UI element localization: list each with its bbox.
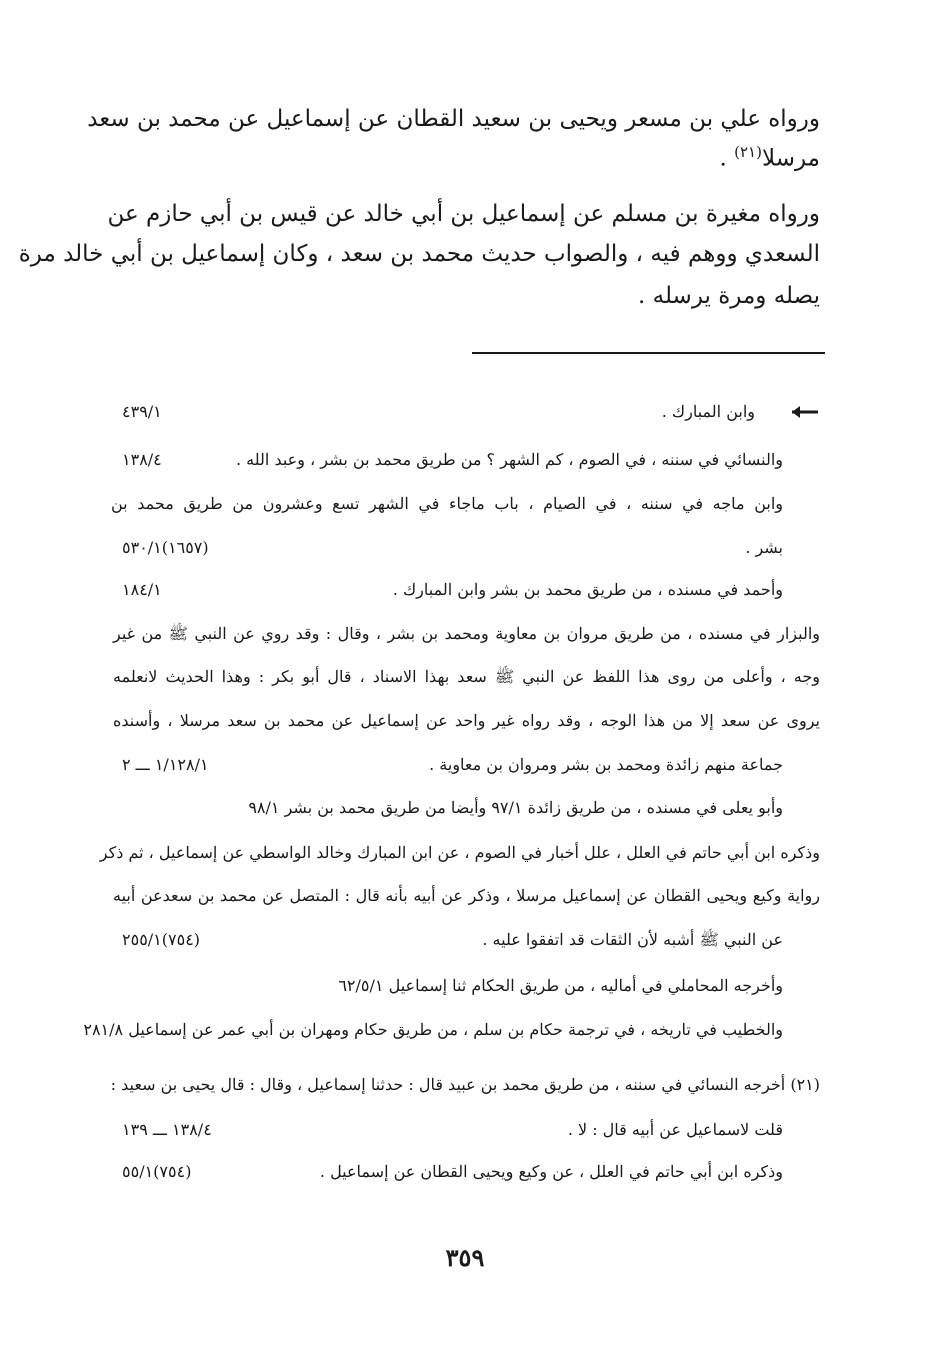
footnote-line: وذكره ابن أبي حاتم في العلل ، علل أخبار في الصوم ، عن ابن المبارك وخالد الواسطي عن إسماعيل ، ثم ذكر <box>99 843 820 862</box>
footnote-line: (٢١) أخرجه النسائي في سننه ، من طريق محمد بن عبيد قال : حدثنا إسماعيل ، وقال : قال يحيى بن سعيد : <box>110 1075 820 1094</box>
main-text-line: يصله ومرة يرسله . <box>637 283 820 309</box>
main-text-line: ورواه علي بن مسعر ويحيى بن سعيد القطان عن إسماعيل عن محمد بن سعد <box>87 106 820 132</box>
page-number: ٣٥٩ <box>445 1243 485 1272</box>
footnote-reference: ١/١٢٨/١ ـــ ٢ <box>122 755 209 774</box>
footnote-line: وابن المبارك . <box>661 402 755 421</box>
footnote-line: والخطيب في تاريخه ، في ترجمة حكام بن سلم ، من طريق حكام ومهران بن أبي عمر عن إسماعيل ٢٨١/٨ <box>83 1020 783 1039</box>
main-text-line <box>113 145 820 171</box>
footnote-reference: (٧٥٤)٢٥٥/١ <box>122 930 201 949</box>
main-text-line: ورواه مغيرة بن مسلم عن إسماعيل بن أبي خالد عن قيس بن أبي حازم عن <box>107 201 820 227</box>
footnote-reference: (١٦٥٧)٥٣٠/١ <box>122 538 209 557</box>
footnote-line: وجه ، وأعلى من روى هذا اللفظ عن النبي ﷺ سعد بهذا الاسناد ، قال أبو بكر : وهذا الحديث لانعلمه <box>113 667 820 686</box>
footnote-reference: (٧٥٤)٥٥/١ <box>122 1162 192 1181</box>
footnote-line: قلت لاسماعيل عن أبيه قال : لا . <box>567 1120 783 1139</box>
footnote-reference: ١٣٨/٤ ـــ ١٣٩ <box>122 1120 212 1139</box>
footnote-line: وذكره ابن أبي حاتم في العلل ، عن وكيع ويحيى القطان عن إسماعيل . <box>319 1162 783 1181</box>
footnote-line: جماعة منهم زائدة ومحمد بن بشر ومروان بن معاوية . <box>429 755 783 774</box>
footnote-reference: ١٨٤/١ <box>122 580 162 599</box>
main-text-fragment: مرسلا <box>761 145 820 172</box>
footnote-line: عن النبي ﷺ أشبه لأن الثقات قد اتفقوا عليه . <box>482 930 783 949</box>
footnote-line: بشر . <box>745 538 783 557</box>
footnote-line: رواية وكيع ويحيى القطان عن إسماعيل مرسلا ، وذكر عن أبيه بأنه قال : المتصل عن محمد بن سعدعن أبيه <box>113 886 821 905</box>
footnote-marker: (٢١) <box>734 143 762 161</box>
main-text-fragment: . <box>719 145 735 172</box>
footnote-line: وأحمد في مسنده ، من طريق محمد بن بشر وابن المبارك . <box>392 580 783 599</box>
main-text-line: السعدي ووهم فيه ، والصواب حديث محمد بن سعد ، وكان إسماعيل بن أبي خالد مرة <box>18 241 820 267</box>
footnote-separator <box>472 352 825 354</box>
footnote-line: وأخرجه المحاملي في أماليه ، من طريق الحكام ثنا إسماعيل ٦٢/٥/١ <box>338 976 783 995</box>
footnote-reference: ١٣٨/٤ <box>122 450 162 469</box>
continuation-arrow-icon <box>792 404 824 420</box>
footnote-line: يروى عن سعد إلا من هذا الوجه ، وقد رواه غير واحد عن إسماعيل عن محمد بن سعد مرسلا ، وأسنده <box>113 711 821 730</box>
footnote-line: وأبو يعلى في مسنده ، من طريق زائدة ٩٧/١ وأيضا من طريق محمد بن بشر ٩٨/١ <box>248 798 783 817</box>
footnote-reference: ٤٣٩/١ <box>122 402 162 421</box>
footnote-line: والنسائي في سننه ، في الصوم ، كم الشهر ؟ من طريق محمد بن بشر ، وعبد الله . <box>235 450 783 469</box>
footnote-line: وابن ماجه في سننه ، في الصيام ، باب ماجاء في الشهر تسع وعشرون من طريق محمد بن <box>111 494 783 513</box>
footnote-line: والبزار في مسنده ، من طريق مروان بن معاوية ومحمد بن بشر ، وقال : وقد روي عن النبي ﷺ من غير <box>113 624 821 643</box>
